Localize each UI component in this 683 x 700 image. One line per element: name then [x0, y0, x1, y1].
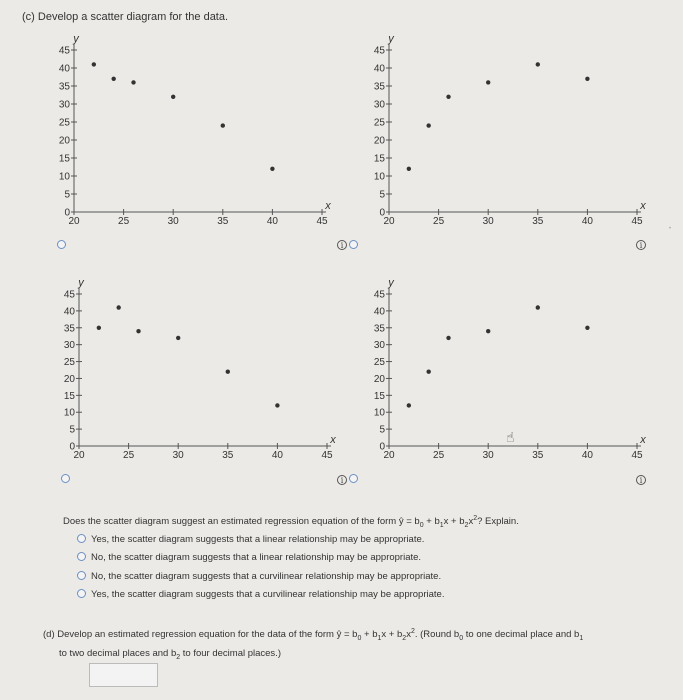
x-tick-label: 30 — [482, 216, 494, 227]
part-c-heading: (c) Develop a scatter diagram for the data. — [22, 11, 229, 23]
data-point — [426, 369, 430, 373]
option-b[interactable] — [77, 552, 421, 563]
option-d-radio[interactable] — [77, 589, 86, 598]
x-tick-label: 45 — [631, 216, 643, 227]
x-tick-label: 40 — [266, 216, 278, 227]
y-tick-label: 45 — [373, 45, 385, 57]
y-tick-label: 15 — [63, 390, 75, 402]
y-tick-label: 30 — [58, 99, 70, 111]
x-axis-label: x — [640, 434, 646, 446]
y-tick-label: 5 — [64, 189, 70, 201]
option-c-radio[interactable] — [77, 571, 86, 580]
x-tick-label: 35 — [532, 450, 544, 461]
data-point — [426, 123, 430, 127]
x-tick-label: 40 — [581, 216, 593, 227]
option-a[interactable] — [77, 534, 424, 545]
data-point — [275, 403, 279, 407]
y-tick-label: 15 — [58, 153, 70, 165]
x-tick-label: 45 — [321, 450, 333, 461]
x-tick-label: 45 — [631, 450, 643, 461]
choice-a-info-icon[interactable]: i — [337, 240, 347, 250]
option-d[interactable] — [77, 589, 444, 600]
y-tick-label: 45 — [58, 45, 70, 57]
y-tick-label: 5 — [69, 424, 75, 436]
y-tick-label: 25 — [58, 117, 70, 129]
choice-b-radio[interactable] — [349, 240, 358, 249]
x-axis-label: x — [330, 434, 336, 446]
option-d-label: Yes, the scatter diagram suggests that a curvilinear relationship may be appropriate. — [91, 589, 445, 600]
x-tick-label: 40 — [271, 450, 283, 461]
mouse-cursor-icon: ☝ — [506, 429, 515, 445]
y-tick-label: 10 — [373, 171, 385, 183]
y-tick-label: 40 — [63, 306, 75, 318]
y-tick-label: 40 — [58, 63, 70, 75]
option-a-label: Yes, the scatter diagram suggests that a linear relationship may be appropriate. — [91, 534, 425, 545]
y-tick-label: 30 — [63, 340, 75, 352]
data-point — [97, 326, 101, 330]
y-tick-label: 25 — [373, 117, 385, 129]
data-point — [171, 95, 175, 99]
x-tick-label: 35 — [532, 216, 544, 227]
x-tick-label: 20 — [383, 450, 395, 461]
x-tick-label: 35 — [222, 450, 234, 461]
data-point — [131, 80, 135, 84]
y-axis-label: y — [78, 277, 84, 289]
data-point — [111, 77, 115, 81]
data-point — [407, 403, 411, 407]
x-tick-label: 25 — [433, 216, 445, 227]
option-b-label: No, the scatter diagram suggests that a linear relationship may be appropriate. — [91, 552, 422, 563]
x-axis-label: x — [325, 200, 331, 212]
choice-c-radio[interactable] — [61, 474, 70, 483]
part-d-instructions: (d) Develop an estimated regression equation for the data of the form ŷ = $b_0 + b_1x + b_2x^2$. (Round $b_0$ to one decimal place and $b_1$ to two decimal places and $b_2$ to four decimal places.) — [43, 628, 584, 661]
data-point — [446, 336, 450, 340]
y-tick-label: 10 — [373, 407, 385, 419]
data-point — [270, 167, 274, 171]
x-tick-label: 20 — [73, 450, 85, 461]
scatter-plot-b — [355, 32, 655, 232]
choice-b-info-icon[interactable]: i — [636, 240, 646, 250]
y-axis-label: y — [388, 277, 394, 289]
x-tick-label: 40 — [581, 450, 593, 461]
y-tick-label: 45 — [63, 289, 75, 301]
data-point — [136, 329, 140, 333]
x-tick-label: 30 — [482, 450, 494, 461]
data-point — [536, 305, 540, 309]
y-tick-label: 0 — [69, 441, 75, 453]
data-point — [116, 305, 120, 309]
y-axis-label: y — [73, 33, 79, 45]
x-tick-label: 20 — [68, 216, 80, 227]
y-tick-label: 20 — [63, 373, 75, 385]
data-point — [226, 369, 230, 373]
y-tick-label: 20 — [373, 135, 385, 147]
page-artifact-dot: • — [669, 226, 672, 232]
y-tick-label: 0 — [379, 207, 385, 219]
y-tick-label: 35 — [373, 323, 385, 335]
y-tick-label: 35 — [373, 81, 385, 93]
x-axis-label: x — [640, 200, 646, 212]
choice-d-info-icon[interactable]: i — [636, 475, 646, 485]
data-point — [176, 336, 180, 340]
y-tick-label: 30 — [373, 340, 385, 352]
y-tick-label: 20 — [58, 135, 70, 147]
x-tick-label: 35 — [217, 216, 229, 227]
x-tick-label: 45 — [316, 216, 328, 227]
y-tick-label: 40 — [373, 306, 385, 318]
y-tick-label: 5 — [379, 189, 385, 201]
y-tick-label: 35 — [63, 323, 75, 335]
choice-a-radio[interactable] — [57, 240, 66, 249]
choice-d-radio[interactable] — [349, 474, 358, 483]
y-tick-label: 20 — [373, 373, 385, 385]
y-tick-label: 35 — [58, 81, 70, 93]
y-tick-label: 0 — [379, 441, 385, 453]
option-c[interactable] — [77, 571, 441, 582]
scatter-plot-c — [45, 276, 345, 466]
y-tick-label: 10 — [63, 407, 75, 419]
regression-question: Does the scatter diagram suggest an estimated regression equation of the form ŷ = $b_0 + b_1x + b_2x^2$? Explain. — [63, 515, 519, 530]
choice-c-info-icon[interactable]: i — [337, 475, 347, 485]
x-tick-label: 30 — [172, 450, 184, 461]
regression-equation-input[interactable] — [89, 663, 158, 687]
data-point — [407, 167, 411, 171]
y-tick-label: 15 — [373, 390, 385, 402]
data-point — [585, 326, 589, 330]
data-point — [585, 77, 589, 81]
x-tick-label: 30 — [167, 216, 179, 227]
y-tick-label: 15 — [373, 153, 385, 165]
y-tick-label: 5 — [379, 424, 385, 436]
option-b-radio[interactable] — [77, 552, 86, 561]
y-tick-label: 45 — [373, 289, 385, 301]
data-point — [221, 123, 225, 127]
data-point — [486, 80, 490, 84]
scatter-plot-d — [355, 276, 655, 466]
y-tick-label: 25 — [373, 357, 385, 369]
data-point — [446, 95, 450, 99]
y-tick-label: 25 — [63, 357, 75, 369]
x-tick-label: 20 — [383, 216, 395, 227]
x-tick-label: 25 — [433, 450, 445, 461]
data-point — [536, 62, 540, 66]
y-tick-label: 10 — [58, 171, 70, 183]
y-tick-label: 40 — [373, 63, 385, 75]
x-tick-label: 25 — [118, 216, 130, 227]
scatter-plot-a — [40, 32, 340, 232]
data-point — [92, 62, 96, 66]
option-c-label: No, the scatter diagram suggests that a curvilinear relationship may be appropriate. — [91, 571, 442, 582]
y-tick-label: 30 — [373, 99, 385, 111]
data-point — [486, 329, 490, 333]
y-axis-label: y — [388, 33, 394, 45]
option-a-radio[interactable] — [77, 534, 86, 543]
y-tick-label: 0 — [64, 207, 70, 219]
x-tick-label: 25 — [123, 450, 135, 461]
